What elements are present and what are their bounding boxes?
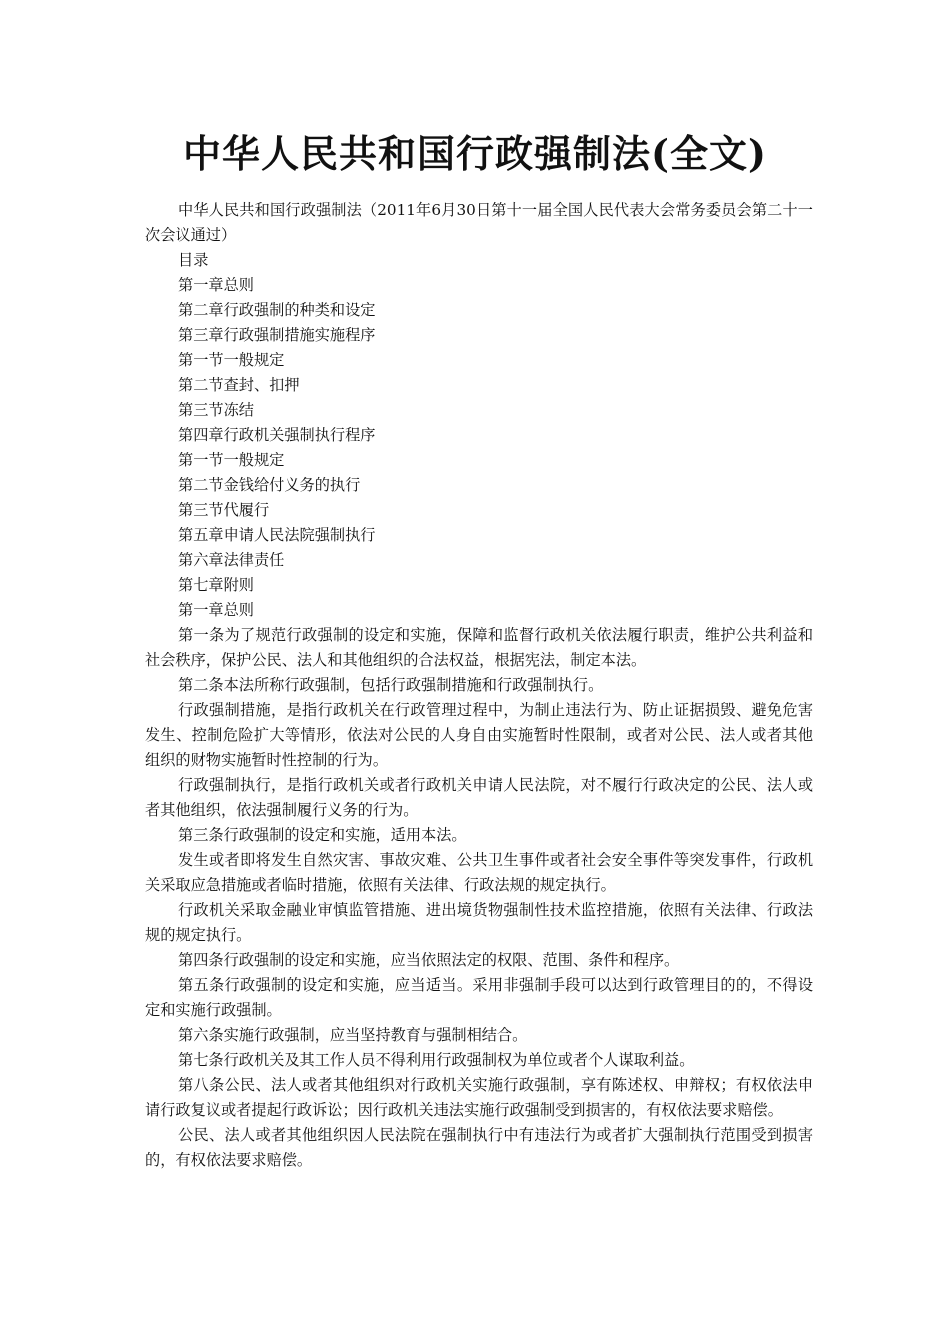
document-paragraph: 第一节一般规定 <box>178 451 285 469</box>
document-paragraph: 中华人民共和国行政强制法（2011年6月30日第十一届全国人民代表大会常务委员会第二十一次会议通过） <box>145 201 813 244</box>
document-paragraph: 第一章总则 <box>178 601 254 619</box>
document-paragraph: 发生或者即将发生自然灾害、事故灾难、公共卫生事件或者社会安全事件等突发事件，行政机关采取应急措施或者临时措施，依照有关法律、行政法规的规定执行。 <box>145 851 813 894</box>
document-title: 中华人民共和国行政强制法(全文) <box>183 131 767 176</box>
document-paragraph: 第一章总则 <box>178 276 254 294</box>
document-paragraph: 第一条为了规范行政强制的设定和实施，保障和监督行政机关依法履行职责，维护公共利益和社会秩序，保护公民、法人和其他组织的合法权益，根据宪法，制定本法。 <box>145 626 813 669</box>
document-paragraph: 第三条行政强制的设定和实施，适用本法。 <box>178 826 467 844</box>
document-paragraph: 第四条行政强制的设定和实施，应当依照法定的权限、范围、条件和程序。 <box>178 951 680 969</box>
document-paragraph: 行政机关采取金融业审慎监管措施、进出境货物强制性技术监控措施，依照有关法律、行政法规的规定执行。 <box>145 901 813 944</box>
document-paragraph: 行政强制措施，是指行政机关在行政管理过程中，为制止违法行为、防止证据损毁、避免危害发生、控制危险扩大等情形，依法对公民的人身自由实施暂时性限制，或者对公民、法人或者其他组织的财物实施暂时性控制的行为。 <box>145 701 813 769</box>
document-paragraph: 第七条行政机关及其工作人员不得利用行政强制权为单位或者个人谋取利益。 <box>178 1051 695 1069</box>
document-paragraph: 第一节一般规定 <box>178 351 285 369</box>
document-paragraph: 第三节代履行 <box>178 501 270 519</box>
document-paragraph: 公民、法人或者其他组织因人民法院在强制执行中有违法行为或者扩大强制执行范围受到损害的，有权依法要求赔偿。 <box>145 1126 813 1169</box>
document-paragraph: 第二节金钱给付义务的执行 <box>178 476 361 494</box>
document-paragraph: 第二节查封、扣押 <box>178 376 300 394</box>
document-paragraph: 第二条本法所称行政强制，包括行政强制措施和行政强制执行。 <box>178 676 604 694</box>
document-paragraph: 目录 <box>178 251 209 269</box>
document-paragraph: 第二章行政强制的种类和设定 <box>178 301 376 319</box>
document-paragraph: 第三章行政强制措施实施程序 <box>178 326 376 344</box>
document-body <box>145 198 813 1173</box>
document-paragraph: 第六章法律责任 <box>178 551 285 569</box>
document-paragraph: 第七章附则 <box>178 576 254 594</box>
document-paragraph: 第五章申请人民法院强制执行 <box>178 526 376 544</box>
document-paragraph: 第八条公民、法人或者其他组织对行政机关实施行政强制，享有陈述权、申辩权；有权依法申请行政复议或者提起行政诉讼；因行政机关违法实施行政强制受到损害的，有权依法要求赔偿。 <box>145 1076 813 1119</box>
document-paragraph: 第五条行政强制的设定和实施，应当适当。采用非强制手段可以达到行政管理目的的，不得设定和实施行政强制。 <box>145 976 813 1019</box>
document-paragraph: 行政强制执行，是指行政机关或者行政机关申请人民法院，对不履行行政决定的公民、法人或者其他组织，依法强制履行义务的行为。 <box>145 776 813 819</box>
document-paragraph: 第三节冻结 <box>178 401 254 419</box>
document-paragraph: 第六条实施行政强制，应当坚持教育与强制相结合。 <box>178 1026 528 1044</box>
document-paragraph: 第四章行政机关强制执行程序 <box>178 426 376 444</box>
